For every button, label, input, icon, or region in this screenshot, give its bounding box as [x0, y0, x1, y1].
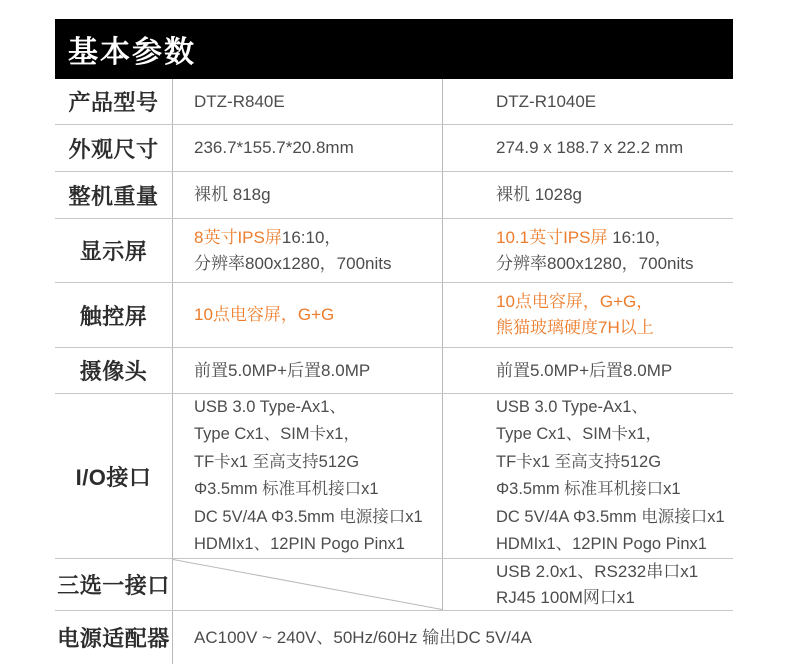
- io-left-line: TF卡x1 至高支持512G: [194, 452, 360, 471]
- table-row-weight: [55, 172, 733, 219]
- io-value-right: [443, 394, 733, 558]
- table-row-combo: [55, 559, 733, 611]
- io-right-line: DC 5V/4A Φ3.5mm 电源接口x1: [496, 507, 725, 526]
- row-label-touch: 触控屏: [55, 283, 173, 347]
- display-left-line1: [194, 225, 442, 251]
- not-applicable-diagonal-line: [173, 559, 442, 610]
- display-right-line2: 分辨率800x1280，700nits: [496, 253, 694, 273]
- model-value-right: DTZ-R1040E: [496, 91, 597, 111]
- table-row-model: [55, 79, 733, 125]
- touch-right-line2: 熊猫玻璃硬度7H以上: [496, 318, 654, 337]
- display-left-line2: 分辨率800x1280，700nits: [194, 253, 392, 273]
- row-label-io: I/O接口: [55, 394, 173, 558]
- io-right-line: TF卡x1 至高支持512G: [496, 452, 662, 471]
- display-value-left: [173, 219, 443, 282]
- io-left-line: DC 5V/4A Φ3.5mm 电源接口x1: [194, 507, 423, 526]
- weight-value-right: 裸机 1028g: [496, 185, 582, 204]
- table-row-dimensions: [55, 125, 733, 172]
- dimensions-value-right: 274.9 x 188.7 x 22.2 mm: [496, 138, 684, 157]
- io-left-line: HDMIx1、12PIN Pogo Pinx1: [194, 535, 405, 553]
- io-left-line: Φ3.5mm 标准耳机接口x1: [194, 480, 379, 498]
- table-row-camera: [55, 348, 733, 394]
- io-right-line: HDMIx1、12PIN Pogo Pinx1: [496, 535, 707, 553]
- touch-right-line1: 10点电容屏，G+G，: [496, 292, 654, 311]
- spec-sheet: [55, 19, 733, 664]
- table-row-io: [55, 394, 733, 559]
- combo-value-left-na: [173, 559, 443, 610]
- table-row-touch: [55, 283, 733, 348]
- power-value: AC100V ~ 240V、50Hz/60Hz 输出DC 5V/4A: [194, 627, 532, 647]
- combo-right-line2: RJ45 100M网口x1: [496, 587, 635, 607]
- io-right-line: Type Cx1、SIM卡x1，: [496, 425, 662, 443]
- combo-value-right: [443, 559, 733, 610]
- display-right-line1: [496, 225, 733, 251]
- camera-value-right: 前置5.0MP+后置8.0MP: [496, 360, 673, 380]
- io-right-line: USB 3.0 Type-Ax1、: [496, 397, 648, 416]
- weight-value-left: 裸机 818g: [173, 172, 443, 218]
- section-header: [55, 19, 733, 79]
- table-row-display: [55, 219, 733, 283]
- combo-right-line1: USB 2.0x1、RS232串口x1: [496, 561, 699, 581]
- touch-value-left: 10点电容屏，G+G: [173, 283, 443, 347]
- spec-table: [55, 79, 733, 664]
- model-value-left: DTZ-R840E: [173, 79, 443, 124]
- row-label-dimensions: 外观尺寸: [55, 125, 173, 171]
- camera-value-left: 前置5.0MP+后置8.0MP: [173, 348, 443, 393]
- row-label-power: 电源适配器: [55, 611, 173, 664]
- display-left-highlight: 8英寸IPS屏: [194, 227, 282, 247]
- display-right-rest: 16:10，: [607, 227, 672, 247]
- io-left-line: USB 3.0 Type-Ax1、: [194, 397, 346, 416]
- row-label-weight: 整机重量: [55, 172, 173, 218]
- section-title: 基本参数: [68, 36, 196, 69]
- row-label-combo: 三选一接口: [55, 559, 173, 610]
- io-value-left: [173, 394, 443, 558]
- display-left-rest: 16:10，: [281, 227, 342, 247]
- touch-value-right: [443, 283, 733, 347]
- io-right-line: Φ3.5mm 标准耳机接口x1: [496, 480, 681, 498]
- row-label-model: 产品型号: [55, 79, 173, 124]
- row-label-display: 显示屏: [55, 219, 173, 282]
- table-row-power: [55, 611, 733, 664]
- io-left-line: Type Cx1、SIM卡x1，: [194, 425, 360, 443]
- display-right-highlight: 10.1英寸IPS屏: [496, 227, 608, 247]
- display-value-right: [443, 219, 733, 282]
- row-label-camera: 摄像头: [55, 348, 173, 393]
- dimensions-value-left: 236.7*155.7*20.8mm: [173, 125, 443, 171]
